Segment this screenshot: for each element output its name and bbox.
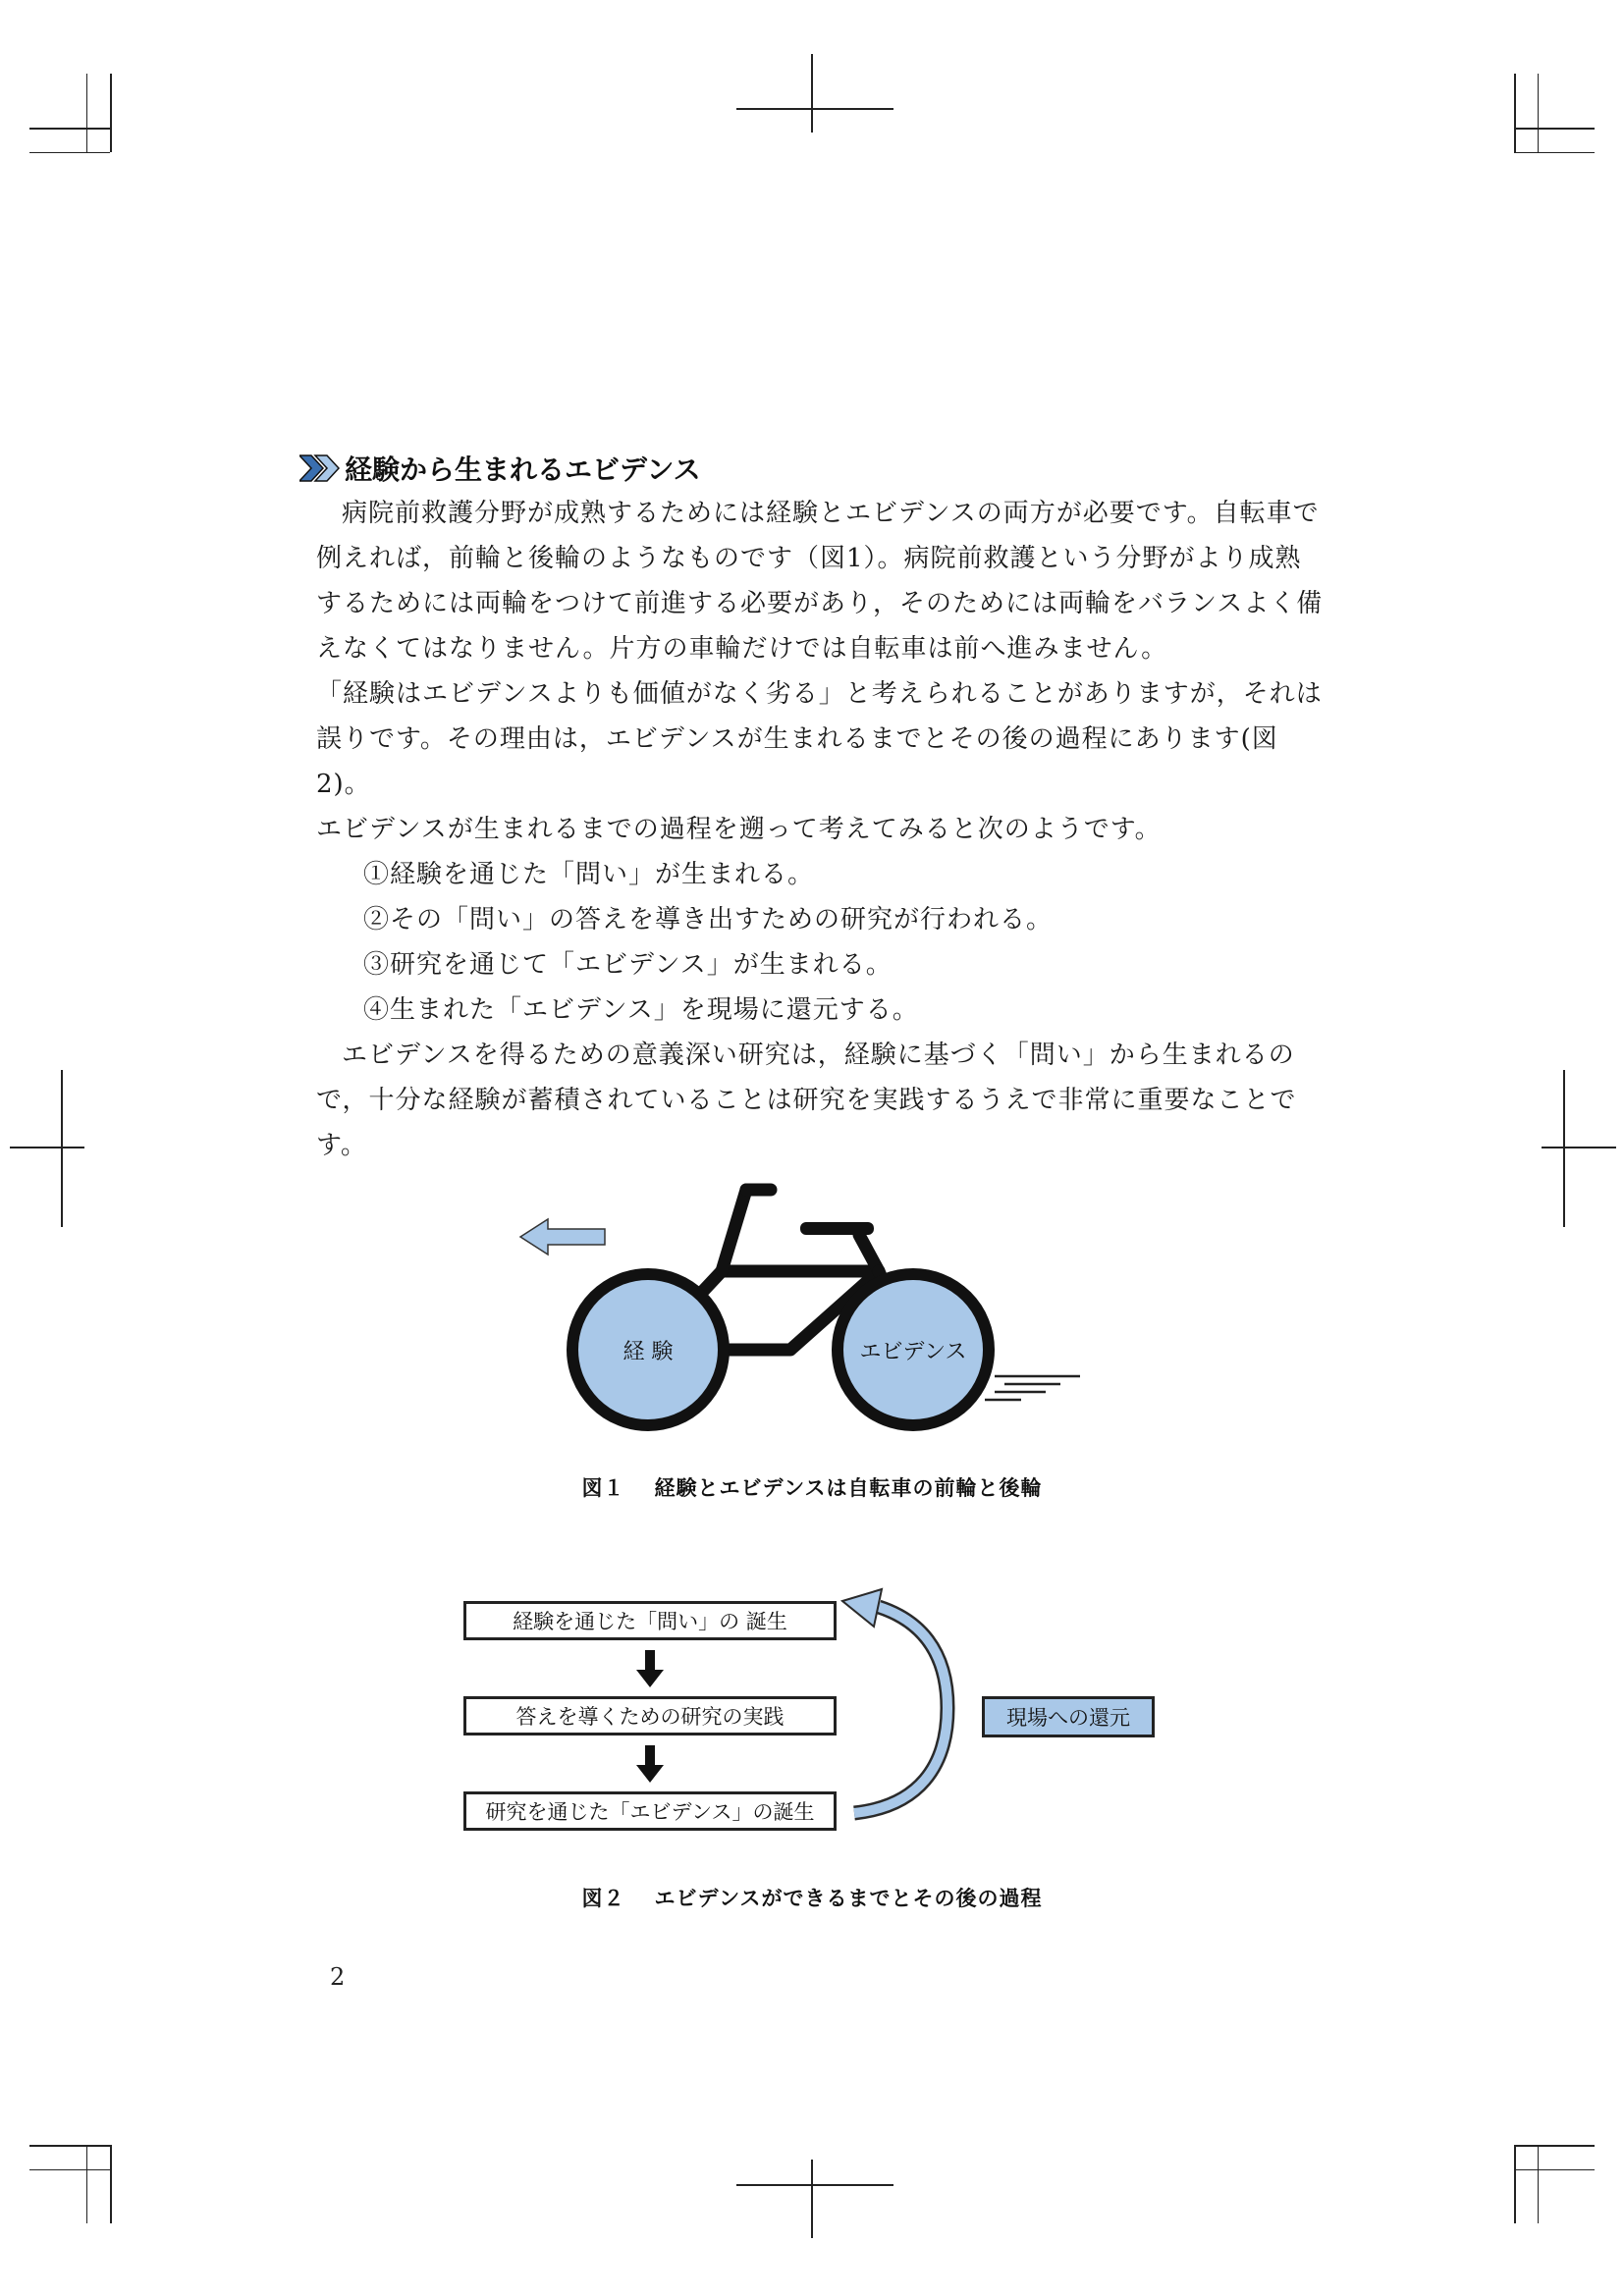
figure-1-caption-text: 経験とエビデンスは自転車の前輪と後輪 bbox=[654, 1476, 1043, 1500]
front-wheel-label: 経 験 bbox=[623, 1340, 674, 1364]
double-chevron-icon bbox=[299, 454, 341, 483]
return-label-box: 現場への還元 bbox=[982, 1696, 1155, 1737]
paragraph-2: 「経験はエビデンスよりも価値がなく劣る」と考えられることがありますが，それは誤りです。その理由は，エビデンスが生まれるまでとその後の過程にあります(図2)。 bbox=[316, 679, 1323, 799]
forward-arrow-icon bbox=[520, 1219, 605, 1255]
figure-2-number: 図２ bbox=[581, 1887, 625, 1910]
down-arrow-icon bbox=[636, 1650, 664, 1687]
paragraph-4: エビデンスを得るための意義深い研究は，経験に基づく「問い」から生まれるので，十分な経験が蓄積されていることは研究を実践するうえで非常に重要なことです。 bbox=[316, 1041, 1297, 1160]
flow-box-evidence: 研究を通じた「エビデンス」の誕生 bbox=[463, 1791, 837, 1831]
figure-2-caption bbox=[0, 1883, 1624, 1912]
figure-2-caption-text: エビデンスができるまでとその後の過程 bbox=[654, 1887, 1043, 1910]
saddle bbox=[800, 1222, 874, 1235]
figure-1-caption bbox=[0, 1472, 1624, 1502]
list-item: ②その「問い」の答えを導き出すための研究が行われる。 bbox=[363, 905, 1054, 934]
down-arrow-icon bbox=[636, 1745, 664, 1783]
body-text bbox=[316, 491, 1327, 1168]
paragraph-3: エビデンスが生まれるまでの過程を遡って考えてみると次のようです。 bbox=[316, 815, 1162, 844]
section-title: 経験から生まれるエビデンス bbox=[345, 454, 701, 486]
paragraph-1: 病院前救護分野が成熟するためには経験とエビデンスの両方が必要です。自転車で例えれば，前輪と後輪のようなものです（図1）。病院前救護という分野がより成熟するためには両輪をつけて前進する必要があり，そのためには両輪をバランスよく備えなくてはなりません。片方の車輪だけでは自転車は前へ進みません。 bbox=[316, 499, 1324, 664]
flow-box-question: 経験を通じた「問い」の 誕生 bbox=[463, 1601, 837, 1640]
list-item: ①経験を通じた「問い」が生まれる。 bbox=[363, 860, 815, 889]
page-number: 2 bbox=[330, 1963, 346, 1991]
figure-1-bicycle bbox=[511, 1148, 1100, 1443]
list-item: ③研究を通じて「エビデンス」が生まれる。 bbox=[363, 950, 893, 980]
bicycle-illustration bbox=[511, 1148, 1100, 1443]
return-arrow-icon bbox=[835, 1585, 972, 1831]
process-steps-list bbox=[316, 852, 1327, 1033]
section-heading bbox=[299, 449, 701, 488]
rear-wheel-label: エビデンス bbox=[859, 1340, 967, 1364]
flow-box-research: 答えを導くための研究の実践 bbox=[463, 1696, 837, 1735]
speed-lines bbox=[985, 1376, 1080, 1400]
figure-1-number: 図１ bbox=[581, 1476, 625, 1500]
list-item: ④生まれた「エビデンス」を現場に還元する。 bbox=[363, 995, 919, 1025]
